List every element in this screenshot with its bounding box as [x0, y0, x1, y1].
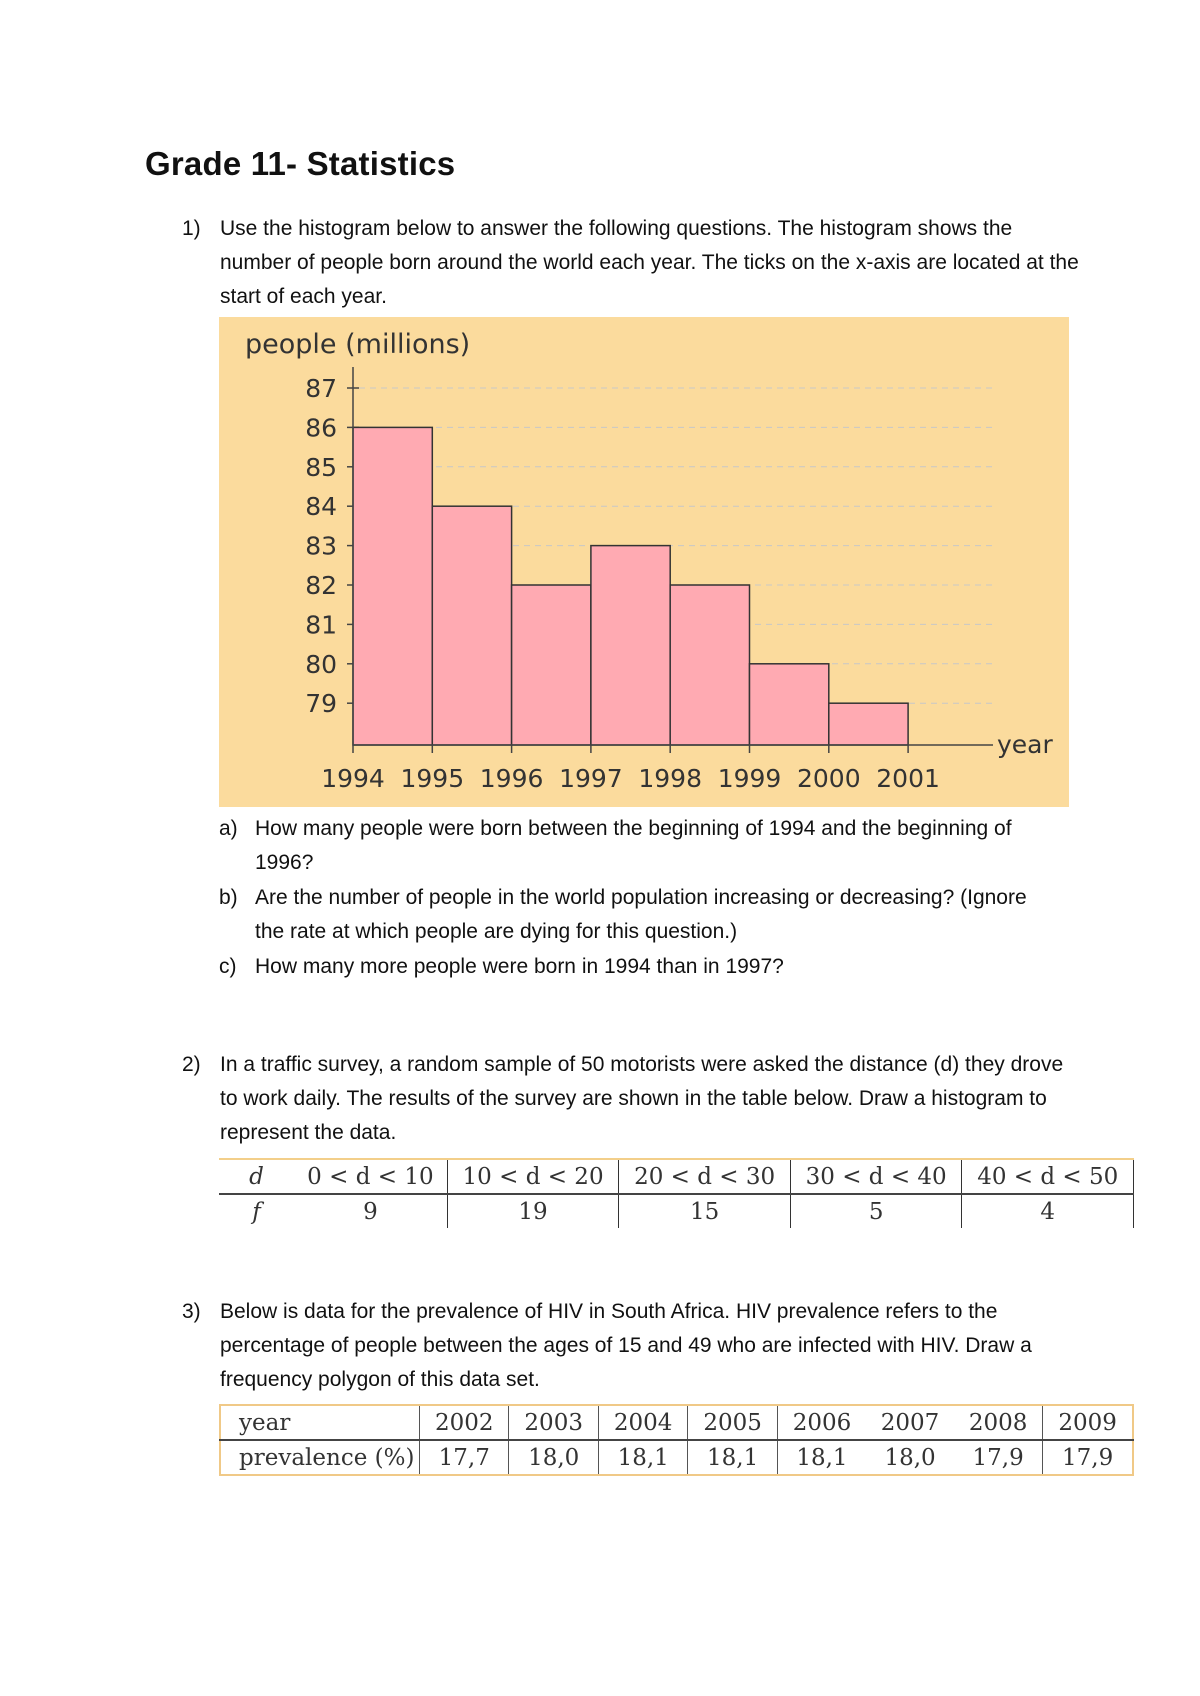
table-header-cell: 2007: [880, 1409, 940, 1436]
table-header-cell: 20 < d < 30: [619, 1159, 791, 1194]
question-1a-label: a): [219, 817, 238, 840]
question-1b-label: b): [219, 886, 238, 909]
table-cell: 17,9: [954, 1440, 1043, 1475]
table-header-cell: 10 < d < 20: [447, 1159, 619, 1194]
table-header-cell: 30 < d < 40: [790, 1159, 962, 1194]
table-cell: 15: [619, 1194, 791, 1228]
y-tick-label: 84: [305, 492, 337, 522]
y-axis-label: people (millions): [245, 329, 471, 360]
table-header-cell: 2002: [420, 1405, 509, 1440]
row-label-prevalence: prevalence (%): [220, 1440, 420, 1475]
question-1-number: 1): [182, 217, 201, 240]
question-3-text: Below is data for the prevalence of HIV in South Africa. HIV prevalence refers to the percentage of people between the ages of 15 and 49 who are infected with HIV. Draw a frequency polygon of this data set.: [220, 1300, 1032, 1391]
question-1c-label: c): [219, 955, 237, 978]
histogram-bar: [829, 703, 908, 745]
x-tick-label: 2001: [876, 764, 940, 793]
table-cell: 18,1: [598, 1440, 687, 1475]
x-axis-label: year: [997, 730, 1053, 759]
table-header-cell: 2009: [1043, 1405, 1133, 1440]
histogram-bar: [670, 585, 749, 745]
question-1a-text: How many people were born between the beginning of 1994 and the beginning of 1996?: [255, 817, 1012, 874]
table-header-cell: 2005: [688, 1405, 777, 1440]
x-tick-label: 1998: [638, 764, 703, 793]
histogram-bar: [750, 664, 829, 745]
y-tick-label: 85: [305, 452, 337, 482]
question-3-number: 3): [182, 1300, 201, 1323]
table-cell: 17,7: [420, 1440, 509, 1475]
table-header-cell: 2006: [777, 1405, 866, 1440]
table-cell: 18,0: [509, 1440, 598, 1475]
question-2-number: 2): [182, 1053, 201, 1076]
hiv-prevalence-table: [219, 1404, 1134, 1476]
question-2-text: In a traffic survey, a random sample of 50 motorists were asked the distance (d) they drove to work daily. The results of the survey are shown in the table below. Draw a histogram to represent the data.: [220, 1053, 1064, 1144]
table-header-cell: 2003: [509, 1405, 598, 1440]
x-tick-label: 1999: [717, 764, 782, 793]
x-tick-label: 2000: [796, 764, 861, 793]
row-label-d: d: [249, 1163, 264, 1190]
question-1b-text: Are the number of people in the world population increasing or decreasing? (Ignore the rate at which people are dying for this question.): [255, 886, 1027, 943]
table-cell: 4: [962, 1194, 1134, 1228]
y-tick-label: 86: [305, 413, 337, 443]
table-cell: 18,1: [777, 1440, 866, 1475]
row-label-f: f: [219, 1194, 294, 1228]
table-header-cell: 2008: [968, 1409, 1028, 1436]
y-tick-label: 81: [305, 610, 337, 640]
table-row: [219, 1159, 1134, 1194]
table-cell: 18,1: [688, 1440, 777, 1475]
x-tick-label: 1995: [400, 764, 465, 793]
table-cell: 18,0: [866, 1440, 954, 1475]
histogram-chart: [219, 317, 1069, 807]
table-header-cell: 0 < d < 10: [307, 1163, 434, 1190]
table-cell: 5: [790, 1194, 962, 1228]
histogram-bar: [591, 546, 670, 745]
table-cell: 17,9: [1043, 1440, 1133, 1475]
y-tick-label: 83: [305, 531, 337, 561]
histogram-svg: [219, 317, 1069, 807]
table-cell: 19: [447, 1194, 619, 1228]
histogram-bar: [512, 585, 591, 745]
table-row: [220, 1440, 1133, 1475]
page-title: Grade 11- Statistics: [145, 145, 456, 182]
histogram-bar: [353, 427, 432, 745]
table-header-cell: 2004: [598, 1405, 687, 1440]
histogram-bar: [432, 506, 511, 745]
table-header-cell: 40 < d < 50: [962, 1159, 1134, 1194]
y-tick-label: 82: [305, 571, 337, 600]
distance-frequency-table: [219, 1158, 1134, 1228]
table-row: [220, 1405, 1133, 1440]
x-tick-label: 1994: [321, 764, 385, 793]
question-1-text: Use the histogram below to answer the following questions. The histogram shows the number of people born around the world each year. The ticks on the x-axis are located at the start of each year.: [220, 217, 1079, 308]
x-tick-label: 1996: [479, 764, 544, 793]
y-tick-label: 80: [305, 649, 337, 679]
y-tick-label: 87: [305, 374, 337, 403]
y-tick-label: 79: [305, 689, 337, 719]
row-label-year: year: [239, 1409, 291, 1436]
table-cell: 9: [294, 1194, 447, 1228]
x-tick-label: 1997: [559, 764, 623, 793]
question-1c-text: How many more people were born in 1994 than in 1997?: [255, 955, 784, 978]
table-row: [219, 1194, 1134, 1228]
